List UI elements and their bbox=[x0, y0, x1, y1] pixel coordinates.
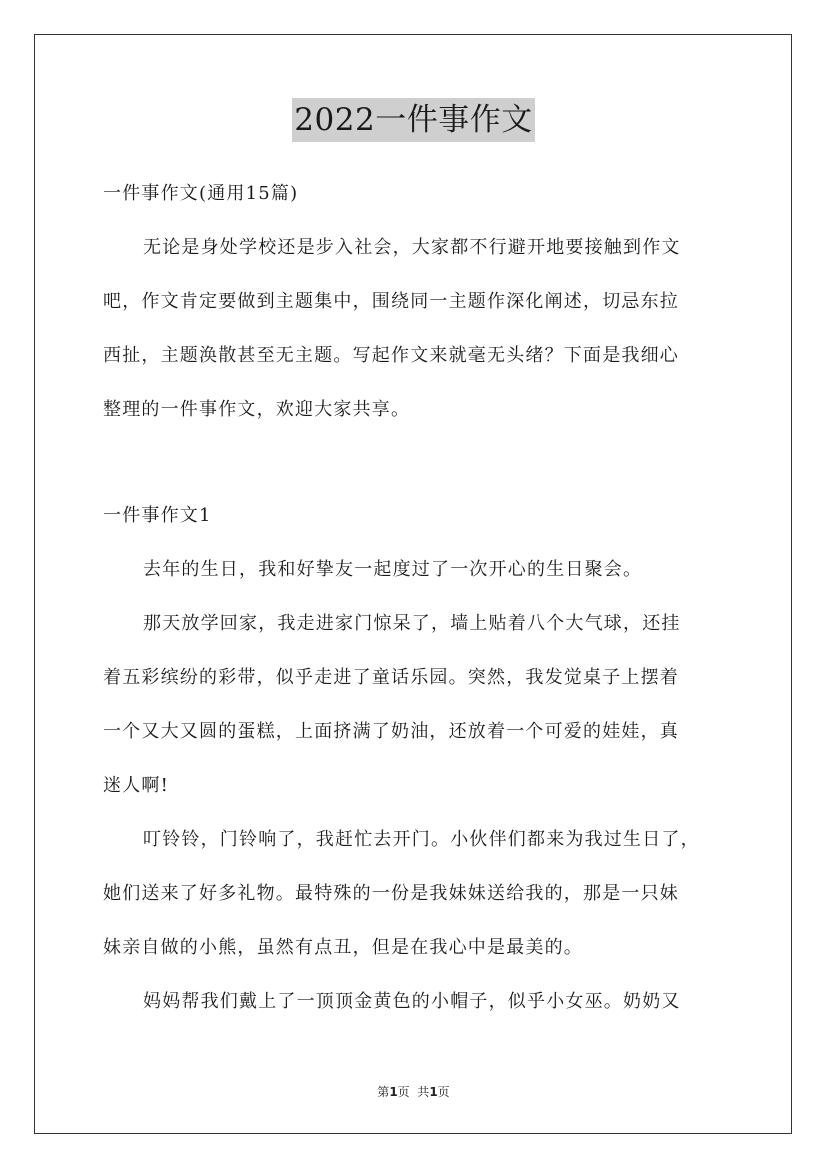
intro-paragraph-line: 无论是身处学校还是步入社会，大家都不行避开地要接触到作文 bbox=[143, 237, 681, 258]
essay-paragraph-line: 叮铃铃，门铃响了，我赶忙去开门。小伙伴们都来为我过生日了， bbox=[143, 829, 700, 850]
essay-paragraph-line: 迷人啊! bbox=[103, 775, 170, 796]
intro-paragraph-line: 整理的一件事作文，欢迎大家共享。 bbox=[103, 399, 411, 420]
essay-paragraph-line: 一个又大又圆的蛋糕，上面挤满了奶油，还放着一个可爱的娃娃，真 bbox=[103, 721, 679, 742]
essay-paragraph-line: 妈妈帮我们戴上了一顶顶金黄色的小帽子，似乎小女巫。奶奶又 bbox=[143, 991, 681, 1012]
essay-paragraph-line: 妹亲自做的小熊，虽然有点丑，但是在我心中是最美的。 bbox=[103, 937, 583, 958]
essay-paragraph-line: 她们送来了好多礼物。最特殊的一份是我妹妹送给我的，那是一只妹 bbox=[103, 883, 679, 904]
essay-paragraph-line: 去年的生日，我和好挚友一起度过了一次开心的生日聚会。 bbox=[143, 559, 643, 580]
document-title: 2022一件事作文 bbox=[292, 98, 534, 142]
page-total-number: 1 bbox=[429, 1085, 438, 1099]
essay-paragraph-line: 那天放学回家，我走进家门惊呆了，墙上贴着八个大气球，还挂 bbox=[143, 613, 681, 634]
intro-paragraph-line: 吧，作文肯定要做到主题集中，围绕同一主题作深化阐述，切忌东拉 bbox=[103, 291, 679, 312]
document-body bbox=[103, 172, 737, 1034]
page-label-suffix: 页 bbox=[437, 1085, 450, 1099]
section-heading: 一件事作文1 bbox=[103, 505, 212, 526]
section-spacer bbox=[103, 442, 737, 494]
page-label-prefix: 第 bbox=[377, 1085, 390, 1099]
page-footer bbox=[0, 1083, 827, 1100]
document-title-wrap bbox=[0, 98, 827, 142]
intro-paragraph-line: 西扯，主题涣散甚至无主题。写起作文来就毫无头绪？下面是我细心 bbox=[103, 345, 679, 366]
document-subtitle: 一件事作文(通用15篇) bbox=[103, 183, 299, 204]
page-label-mid: 页 共 bbox=[397, 1085, 430, 1099]
essay-paragraph-line: 着五彩缤纷的彩带，似乎走进了童话乐园。突然，我发觉桌子上摆着 bbox=[103, 667, 679, 688]
page-current-number: 1 bbox=[389, 1085, 398, 1099]
